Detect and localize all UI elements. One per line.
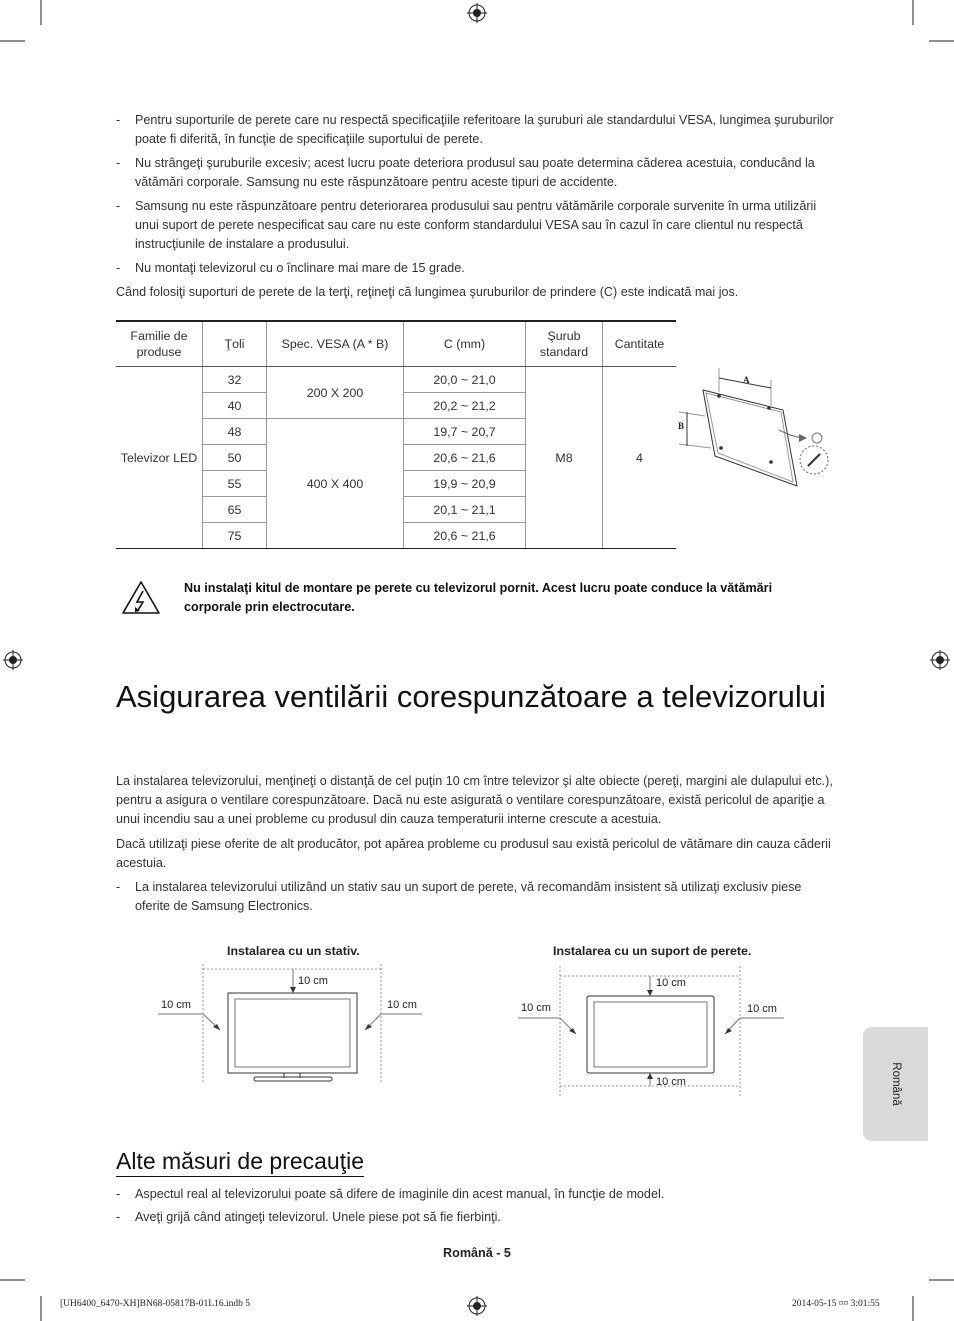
- registration-mark-icon: [467, 3, 487, 23]
- language-tab-label: Română: [890, 1062, 902, 1106]
- vesa-cell: 200 X 200: [267, 367, 404, 419]
- label-b: B: [678, 421, 685, 431]
- c-cell: 20,0 ~ 21,0: [404, 367, 526, 393]
- wall-gap-right: 10 cm: [747, 1003, 777, 1015]
- header-vesa: Spec. VESA (A * B): [267, 321, 404, 367]
- warning-text: Nu instalaţi kitul de montare pe perete cu televizorul pornit. Acest lucru poate conduce la vătămări corporale prin electrocutare.: [184, 581, 773, 614]
- size-cell: 32: [203, 367, 267, 393]
- header-screw: Şurub standard: [526, 321, 603, 367]
- size-cell: 65: [203, 497, 267, 523]
- size-cell: 55: [203, 471, 267, 497]
- wall-caption: Instalarea cu un suport de perete.: [553, 944, 752, 958]
- c-cell: 20,2 ~ 21,2: [404, 393, 526, 419]
- c-cell: 19,9 ~ 20,9: [404, 471, 526, 497]
- registration-mark-icon: [930, 650, 950, 670]
- registration-mark-icon: [3, 650, 23, 670]
- c-cell: 19,7 ~ 20,7: [404, 419, 526, 445]
- header-inches: Ţoli: [203, 321, 267, 367]
- stand-gap-top: 10 cm: [298, 975, 328, 987]
- c-cell: 20,6 ~ 21,6: [404, 523, 526, 549]
- page-number: Română - 5: [443, 1246, 511, 1260]
- vesa-mount-diagram: [675, 368, 835, 498]
- bullet-item: - La instalarea televizorului utilizând un stativ sau un suport de perete, vă recomandăm insistent să utilizaţi exclusiv piese oferite de Samsung Electronics.: [116, 880, 802, 913]
- stand-gap-right: 10 cm: [387, 999, 417, 1011]
- label-a: A: [743, 375, 750, 385]
- electric-shock-warning-icon: [121, 580, 161, 616]
- bullet-item: - Pentru suporturile de perete care nu respectă specificaţiile referitoare la şuruburi ale standardului VESA, lungimea şuruburilor poate fi diferită, în funcţie de specificaţiile suportului de perete.: [116, 113, 834, 146]
- wall-installation-diagram: [518, 966, 788, 1096]
- c-cell: 20,6 ~ 21,6: [404, 445, 526, 471]
- wall-gap-left: 10 cm: [521, 1002, 551, 1014]
- bullet-item: - Samsung nu este răspunzătoare pentru deteriorarea produsului sau pentru vătămările corporale survenite în urma utilizării unui suport de perete nespecificat sau care nu este conform standardului VESA sau în cazul în care clientul nu respectă instrucţiunile de instalare a produsului.: [116, 199, 817, 251]
- quantity-cell: 4: [603, 367, 677, 549]
- vesa-cell: 400 X 400: [267, 419, 404, 549]
- stand-caption: Instalarea cu un stativ.: [227, 944, 360, 958]
- size-cell: 75: [203, 523, 267, 549]
- vesa-spec-table: [116, 320, 676, 549]
- section-paragraph: Dacă utilizaţi piese oferite de alt producător, pot apărea probleme cu produsul sau există pericolul de vătămare din cauza căderii acestuia.: [116, 837, 831, 870]
- family-cell: Televizor LED: [116, 367, 203, 549]
- print-timestamp: 2014-05-15 ¤¤ 3:01:55: [792, 1299, 880, 1309]
- wall-gap-top: 10 cm: [656, 977, 686, 989]
- registration-mark-icon: [467, 1296, 487, 1316]
- print-file-info: [UH6400_6470-XH]BN68-05817B-01L16.indb 5: [60, 1299, 250, 1309]
- intro-sentence: Când folosiţi suporturi de perete de la terţi, reţineţi că lungimea şuruburilor de prindere (C) este indicată mai jos.: [116, 285, 739, 299]
- c-cell: 20,1 ~ 21,1: [404, 497, 526, 523]
- screw-cell: M8: [526, 367, 603, 549]
- language-tab: [863, 1027, 928, 1141]
- section-title: Asigurarea ventilării corespunzătoare a televizorului: [116, 679, 826, 714]
- table-row: [116, 367, 676, 393]
- header-c-mm: C (mm): [404, 321, 526, 367]
- bullet-item: - Nu strângeţi şuruburile excesiv; acest lucru poate deteriora produsul sau poate determina căderea acestuia, conducând la vătămări corporale. Samsung nu este răspunzătoare pentru aceste tipuri de accidente.: [116, 156, 815, 189]
- stand-installation-diagram: [158, 964, 418, 1084]
- bullet-item: - Aveţi grijă când atingeţi televizorul. Unele piese pot să fie fierbinţi.: [116, 1210, 501, 1224]
- section-paragraph: La instalarea televizorului, menţineţi o distanţă de cel puţin 10 cm între televizor şi alte obiecte (pereţi, margini ale dulapului etc.), pentru a asigura o ventilare corespunzătoare. Dacă nu este asigurată o ventilare corespunzătoare, există pericolul de apariţie a unui incendiu sau a unei probleme cu produsul din cauza temperaturii interne crescute a acestuia.: [116, 774, 833, 826]
- size-cell: 48: [203, 419, 267, 445]
- stand-gap-left: 10 cm: [161, 999, 191, 1011]
- bullet-item: - Nu montaţi televizorul cu o înclinare mai mare de 15 grade.: [116, 261, 465, 275]
- size-cell: 40: [203, 393, 267, 419]
- bullet-item: - Aspectul real al televizorului poate să difere de imaginile din acest manual, în funcţie de model.: [116, 1187, 665, 1201]
- subsection-title: Alte măsuri de precauţie: [116, 1146, 364, 1177]
- wall-gap-bottom: 10 cm: [656, 1076, 686, 1088]
- header-family: Familie de produse: [116, 321, 203, 367]
- size-cell: 50: [203, 445, 267, 471]
- header-quantity: Cantitate: [603, 321, 677, 367]
